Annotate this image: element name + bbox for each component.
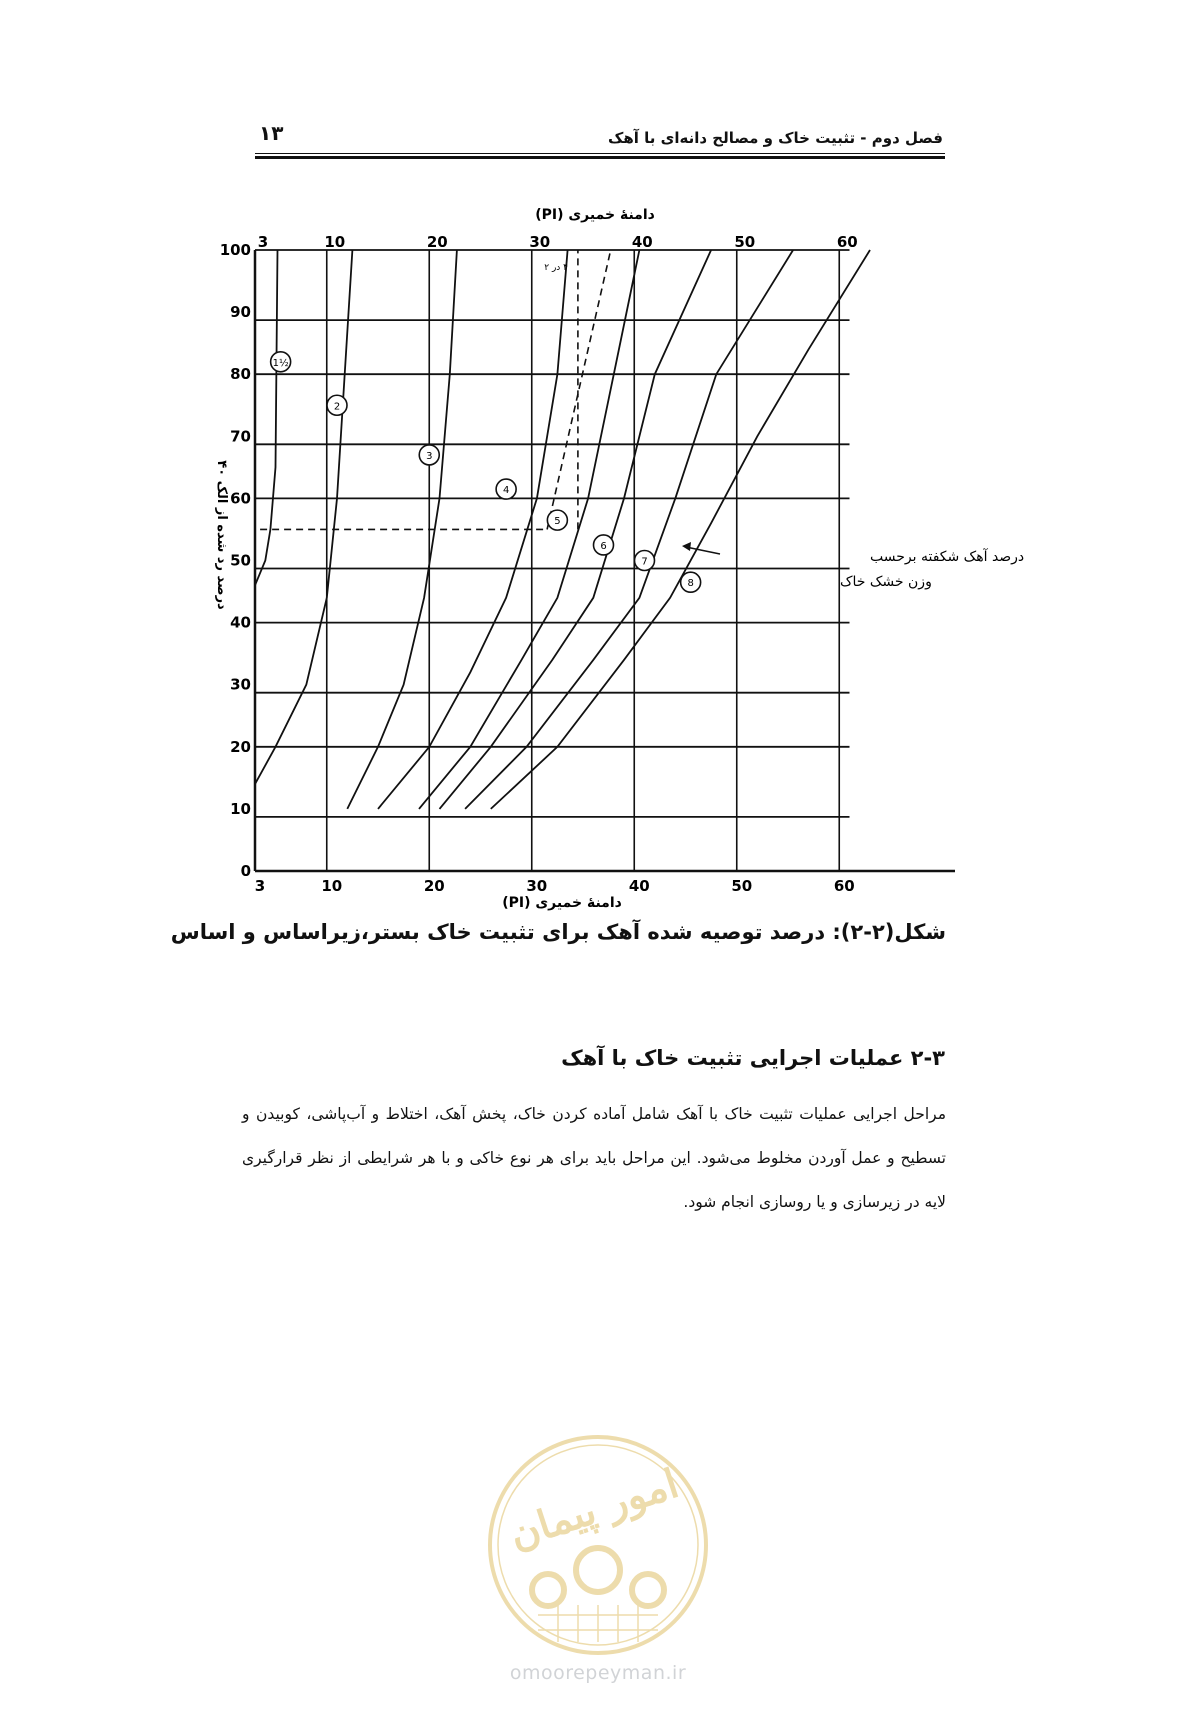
y-tick: 80 — [230, 365, 251, 384]
header-rule-thick — [255, 156, 945, 159]
x-tick-top: 10 — [324, 233, 346, 251]
curve-marker-label: 5 — [554, 516, 561, 528]
x-tick-bottom: 60 — [833, 877, 855, 895]
dashed-guide-1 — [547, 250, 611, 529]
grid-horizontal — [255, 250, 850, 817]
y-tick: 30 — [230, 675, 251, 694]
curve-marker-label: 3 — [426, 450, 433, 462]
x-tick-bottom: 3 — [254, 877, 266, 895]
watermark-logo-text: امور پیمان — [503, 1459, 684, 1559]
y-tick: 40 — [230, 613, 251, 632]
figure-caption: شکل(۲-۲): درصد توصیه شده آهک برای تثبیت خاک بستر،زیراساس و اساس — [170, 920, 946, 944]
chart-markers — [271, 352, 701, 592]
x-tick-bottom: 30 — [526, 877, 548, 895]
chart-dashed-lines — [260, 250, 611, 529]
lime-curve-1 — [255, 250, 278, 585]
section-body — [242, 1092, 946, 1224]
page-number: ۱۳ — [259, 121, 284, 145]
curve-marker-label: 1½ — [272, 357, 289, 369]
page-header — [255, 115, 945, 159]
lime-percentage-chart — [210, 205, 1025, 915]
x-tick-bottom: 50 — [731, 877, 753, 895]
x-tick-bottom: 20 — [423, 877, 445, 895]
curve-note-leader — [686, 547, 720, 554]
watermark-site: omoorepeyman.ir — [509, 1662, 687, 1684]
running-title: فصل دوم - تثبیت خاک و مصالح دانه‌ای با آهک — [607, 129, 943, 147]
x-tick-top: 60 — [836, 233, 858, 251]
x-tick-top: 3 — [257, 233, 269, 251]
curve-note-arrow — [682, 542, 691, 551]
curve-note-line-1: درصد آهک شکفته برحسب — [870, 549, 1025, 565]
curve-marker-label: 4 — [502, 485, 510, 497]
curve-marker-label: 7 — [641, 556, 648, 568]
y-tick: 90 — [230, 303, 251, 322]
section-heading: ۲-۳ عملیات اجرایی تثبیت خاک با آهک — [561, 1046, 945, 1070]
x-tick-top: 30 — [529, 233, 551, 251]
x-tick-top: 50 — [734, 233, 756, 251]
watermark — [478, 1430, 718, 1730]
y-tick: 100 — [219, 241, 251, 259]
curve-marker-label: 6 — [600, 540, 607, 552]
small-note: ۴ در ۲ — [544, 263, 568, 273]
x-tick-top: 20 — [426, 233, 448, 251]
header-rule — [255, 153, 945, 154]
y-tick: 50 — [230, 551, 251, 570]
x-tick-bottom: 40 — [628, 877, 650, 895]
x-tick-top: 40 — [631, 233, 653, 251]
y-tick: 0 — [240, 862, 251, 880]
x-axis-label-top: دامنهٔ خمیری (PI) — [535, 207, 655, 223]
y-tick: 20 — [230, 737, 251, 756]
x-axis-label-bottom: دامنهٔ خمیری (PI) — [502, 895, 622, 911]
watermark-logo — [478, 1430, 718, 1660]
chart-svg — [210, 205, 1025, 915]
x-tick-bottom: 10 — [321, 877, 343, 895]
gear-icon — [532, 1548, 664, 1606]
curve-marker-label: 2 — [333, 401, 341, 413]
lime-curve-2 — [255, 250, 352, 784]
curve-note-line-2: وزن خشک خاک — [840, 574, 932, 590]
curve-marker-label: 8 — [687, 578, 694, 590]
y-tick: 10 — [230, 799, 251, 818]
chart-ticks — [220, 233, 858, 895]
y-tick: 60 — [230, 489, 251, 508]
y-tick: 70 — [230, 427, 251, 446]
y-axis-label: درصد رد شده از الک ۴۰ — [214, 460, 229, 610]
body-paragraph: مراحل اجرایی عملیات تثبیت خاک با آهک شامل آماده کردن خاک، پخش آهک، اختلاط و آب‌پاشی، کوبیدن و تسطیح و عمل آوردن مخلوط می‌شود. این مراحل باید برای هر نوع خاکی و با هر شرایطی از نظر قرارگیری لایه در زیرسازی و یا روسازی انجام شود. — [242, 1105, 946, 1211]
curve-note — [682, 542, 1024, 590]
